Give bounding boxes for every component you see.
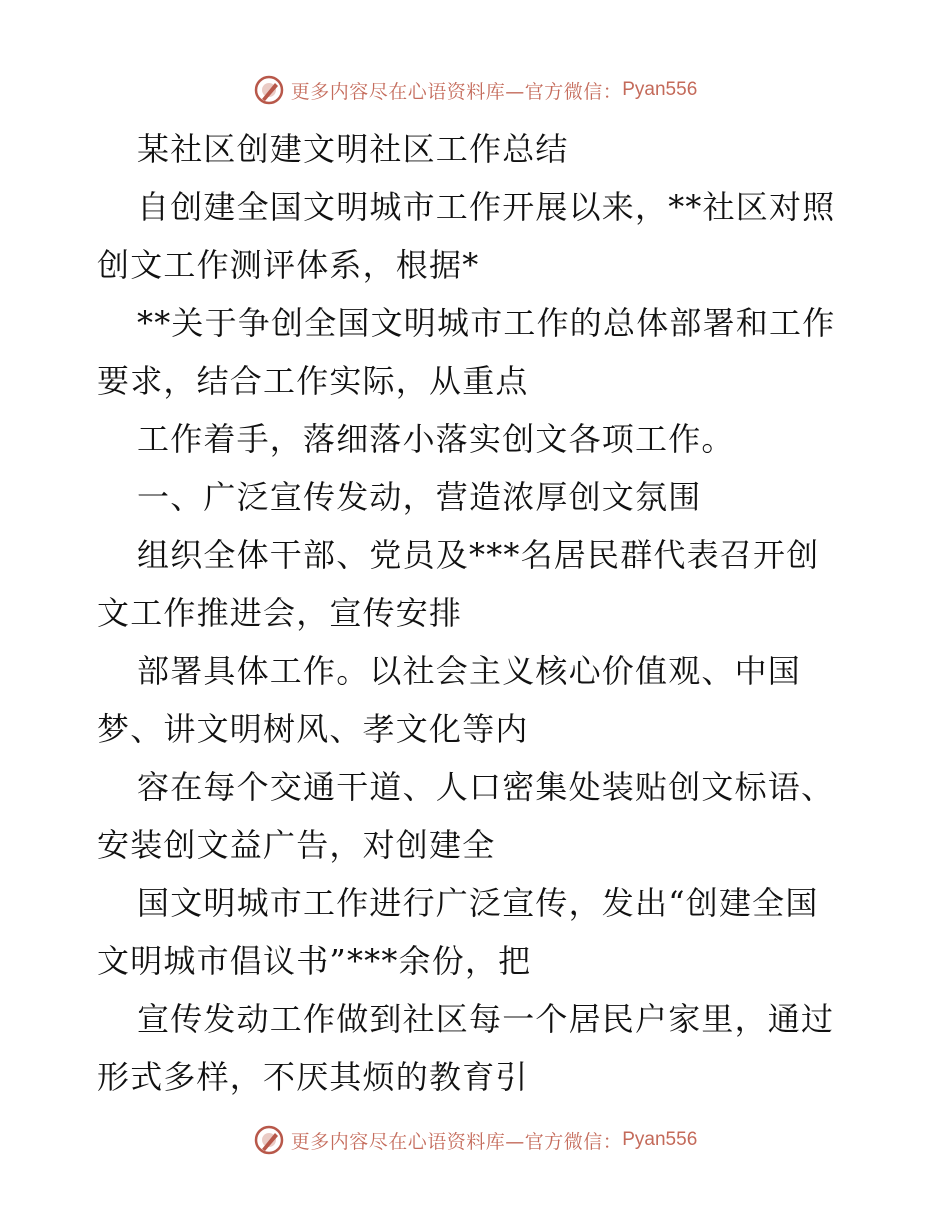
- text-line: 国文明城市工作进行广泛宣传，发出“创建全国: [137, 884, 819, 922]
- text-line: 组织全体干部、党员及***名居民群代表召开创: [137, 536, 820, 574]
- watermark-text: 更多内容尽在心语资料库—官方微信：: [290, 1130, 623, 1153]
- document-title: 某社区创建文明社区工作总结: [137, 130, 569, 168]
- text-line: **关于争创全国文明城市工作的总体部署和工作: [137, 304, 836, 342]
- text-line: 梦、讲文明树风、孝文化等内: [97, 710, 529, 748]
- document-body: [97, 120, 857, 1106]
- header-watermark: [0, 70, 950, 110]
- text-line: 创文工作测评体系，根据*: [97, 246, 480, 284]
- text-line: 安装创文益广告，对创建全: [97, 826, 496, 864]
- text-line: 工作着手，落细落小落实创文各项工作。: [137, 420, 735, 458]
- text-line: 文明城市倡议书”***余份，把: [97, 942, 532, 980]
- section-heading: 一、广泛宣传发动，营造浓厚创文氛围: [137, 478, 702, 516]
- footer-watermark: [0, 1120, 950, 1160]
- watermark-wechat-id: Pyan556: [622, 1129, 698, 1150]
- text-line: 形式多样，不厌其烦的教育引: [97, 1058, 529, 1096]
- watermark-text: 更多内容尽在心语资料库—官方微信：: [290, 80, 623, 103]
- pen-logo-icon: [253, 74, 285, 106]
- pen-logo-icon: [253, 1124, 285, 1156]
- text-line: 自创建全国文明城市工作开展以来，**社区对照: [137, 188, 836, 226]
- text-line: 要求，结合工作实际，从重点: [97, 362, 529, 400]
- text-line: 宣传发动工作做到社区每一个居民户家里，通过: [137, 1000, 835, 1038]
- text-line: 容在每个交通干道、人口密集处装贴创文标语、: [137, 768, 835, 806]
- watermark-wechat-id: Pyan556: [622, 79, 698, 100]
- text-line: 部署具体工作。以社会主义核心价值观、中国: [137, 652, 802, 690]
- text-line: 文工作推进会，宣传安排: [97, 594, 463, 632]
